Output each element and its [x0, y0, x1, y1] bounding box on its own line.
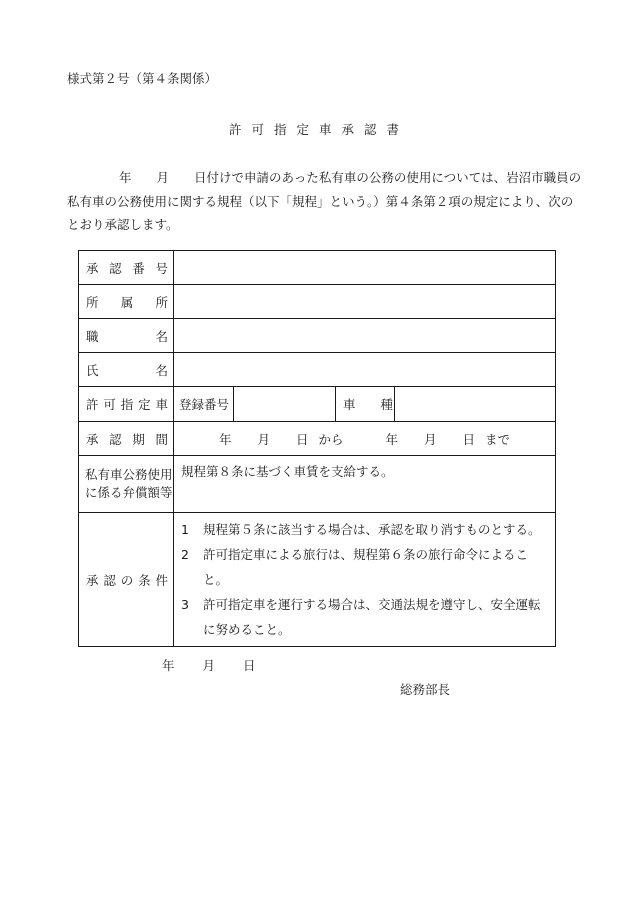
name-value[interactable] — [174, 353, 556, 387]
intro-line-2: 私有車の公務使用に関する規程（以下「規程」という。）第４条第２項の規定により、次の — [67, 193, 574, 209]
vehicle-type-label: 車 種 — [336, 387, 395, 422]
issue-date: 年 月 日 — [162, 658, 256, 673]
approval-table — [78, 250, 556, 647]
name-label: 氏 名 — [79, 353, 174, 387]
affiliation-label: 所 属 所 — [79, 285, 174, 319]
compensation-label: 私有車公務使用 に係る弁償額等 — [79, 456, 174, 513]
row-permitted-vehicle — [79, 387, 556, 422]
condition-item: 3 許可指定車を運行する場合は、交通法規を遵守し、安全運転に努めること。 — [181, 597, 541, 637]
position-value[interactable] — [174, 319, 556, 353]
form-number: 様式第２号（第４条関係） — [67, 71, 218, 86]
approval-number-label: 承 認 番 号 — [79, 251, 174, 285]
approval-period-value[interactable]: 年 月 日 から 年 月 日 まで — [174, 422, 556, 456]
signer-title: 総務部長 — [400, 682, 451, 697]
document-title: 許可指定車承認書 — [228, 122, 409, 137]
condition-item: 2 許可指定車による旅行は、規程第６条の旅行命令によること。 — [181, 547, 529, 587]
intro-paragraph — [67, 166, 582, 237]
position-label: 職 名 — [79, 319, 174, 353]
row-affiliation — [79, 285, 556, 319]
affiliation-value[interactable] — [174, 285, 556, 319]
vehicle-type-value[interactable] — [395, 387, 556, 422]
condition-item: 1 規程第５条に該当する場合は、承認を取り消すものとする。 — [181, 522, 541, 537]
conditions-list — [174, 513, 555, 646]
conditions-label: 承 認 の 条 件 — [79, 513, 174, 647]
row-conditions — [79, 513, 556, 647]
row-compensation — [79, 456, 556, 513]
row-approval-period — [79, 422, 556, 456]
row-name — [79, 353, 556, 387]
conditions-value — [174, 513, 556, 647]
row-position — [79, 319, 556, 353]
registration-number-label: 登録番号 — [174, 387, 234, 422]
intro-line-1: 年 月 日付けで申請のあった私有車の公務の使用については、岩沼市職員の — [119, 170, 582, 185]
registration-number-value[interactable] — [234, 387, 336, 422]
compensation-value: 規程第８条に基づく車賃を支給する。 — [174, 456, 556, 513]
row-approval-number — [79, 251, 556, 285]
permitted-vehicle-label: 許 可 指 定 車 — [79, 387, 174, 422]
approval-period-label: 承 認 期 間 — [79, 422, 174, 456]
intro-line-3: とおり承認します。 — [67, 217, 179, 232]
approval-number-value[interactable] — [174, 251, 556, 285]
